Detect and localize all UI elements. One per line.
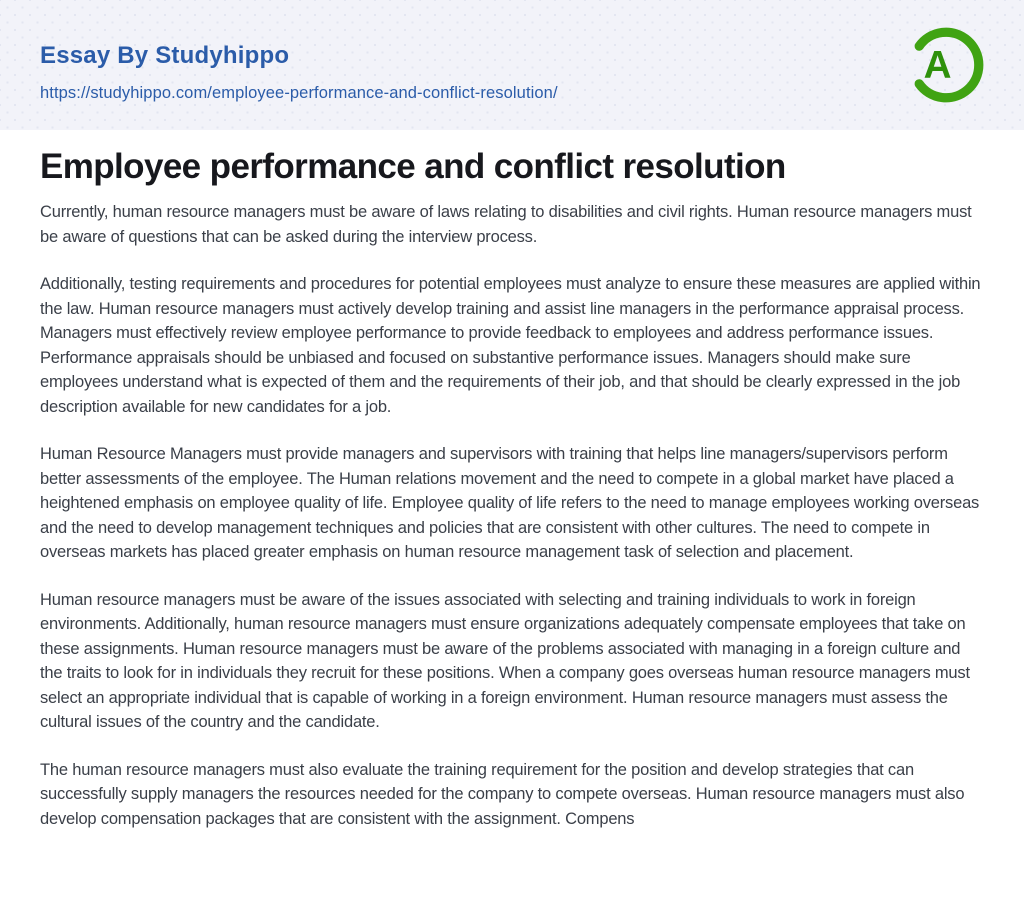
article-paragraph-4: Human resource managers must be aware of the issues associated with selecting and training individuals to work in foreign environments. Additionally, human resource managers must ensure organizations adequately compensate employees that take on these assignments. Human resource managers must be aware of the problems associated with managing in a foreign culture and the traits to look for in individuals they recruit for these positions. When a company goes overseas human resource managers must select an appropriate individual that is capable of working in a foreign environment. Human resource managers must assess the cultural issues of the country and the candidate. [40, 590, 970, 732]
article-body [0, 130, 1024, 831]
logo-ring-icon [904, 18, 988, 112]
site-header [0, 0, 1024, 130]
article-title: Employee performance and conflict resolution [40, 147, 786, 186]
studyhippo-logo-icon[interactable] [904, 18, 988, 112]
site-label: Essay By Studyhippo [40, 41, 290, 69]
article-paragraph-1: Currently, human resource managers must be aware of laws relating to disabilities and civil rights. Human resource managers must be aware of questions that can be asked during the interview process. [40, 203, 972, 246]
page-url-link[interactable]: https://studyhippo.com/employee-performance-and-conflict-resolution/ [40, 83, 558, 102]
article-paragraph-3: Human Resource Managers must provide managers and supervisors with training that helps line managers/supervisors perform better assessments of the employee. The Human relations movement and the need to compete in a global market have placed a heightened emphasis on employee quality of life. Employee quality of life refers to the need to manage employees working overseas and the need to develop management techniques and policies that are consistent with other cultures. The need to compete in overseas markets has placed greater emphasis on human resource management task of selection and placement. [40, 445, 980, 562]
article-paragraph-5: The human resource managers must also evaluate the training requirement for the position and develop strategies that can successfully supply managers the resources needed for the company to compete overseas. Human resource managers must also develop compensation packages that are consistent with the assignment. Compens [40, 760, 965, 828]
logo-letter: A [923, 44, 952, 88]
header-text-block [40, 28, 558, 103]
article-paragraph-2: Additionally, testing requirements and procedures for potential employees must analyze to ensure these measures are applied within the law. Human resource managers must actively develop training and assist line managers in the performance appraisal process. Managers must effectively review employee performance to provide feedback to employees and address performance issues. Performance appraisals should be unbiased and focused on substantive performance issues. Managers should make sure employees understand what is expected of them and the requirements of their job, and that should be clearly expressed in the job description available for new candidates for a job. [40, 275, 981, 416]
